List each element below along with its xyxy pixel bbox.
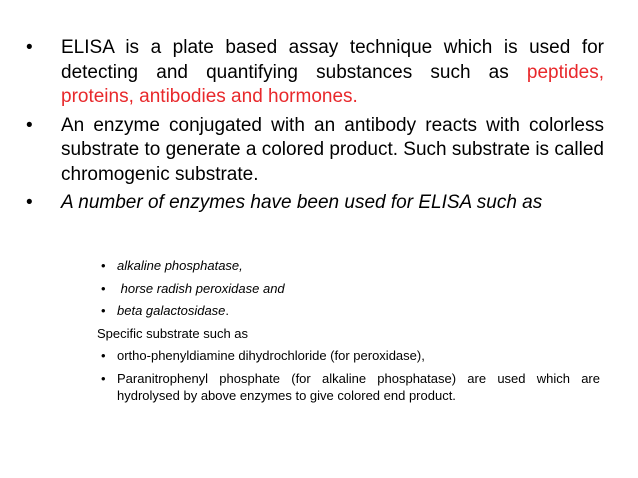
bullet-icon: • — [26, 192, 33, 213]
main-bullet-list — [20, 36, 604, 220]
bullet-icon: • — [26, 114, 33, 136]
main-bullet-elisa — [20, 36, 604, 110]
bullet-icon: • — [101, 370, 106, 386]
enzyme-list — [97, 257, 600, 320]
bullet-icon: • — [101, 280, 106, 296]
enzyme-label-suffix: . — [225, 303, 230, 318]
enzyme-conjugate-text: An enzyme conjugated with an antibody reacts with colorless substrate to generate a colored product. Such substrate is called chromogenic substrate. — [61, 114, 604, 185]
bullet-icon: • — [26, 37, 33, 58]
elisa-definition-text: ELISA is a plate based assay technique which is used for detecting and quantifying substances such as — [61, 37, 604, 83]
bullet-icon: • — [101, 258, 106, 273]
enzymes-used-text: A number of enzymes have been used for ELISA such as — [61, 192, 543, 213]
enzyme-item-horse-radish-peroxidase — [97, 280, 600, 298]
sub-content — [97, 257, 600, 407]
substrate-item-pnpp — [97, 370, 600, 405]
bullet-icon: • — [101, 348, 106, 363]
main-bullet-enzymes-used — [20, 191, 604, 216]
substrate-label: ortho-phenyldiamine dihydrochloride (for peroxidase), — [117, 348, 425, 363]
enzyme-item-alkaline-phosphatase — [97, 257, 600, 275]
enzyme-item-beta-galactosidase — [97, 302, 600, 320]
substrate-label: Paranitrophenyl phosphate (for alkaline phosphatase) are used which are hydrolysed by above enzymes to give colored end product. — [117, 370, 600, 403]
enzyme-label: alkaline phosphatase, — [117, 258, 243, 273]
substrate-heading: Specific substrate such as — [97, 325, 249, 341]
bullet-icon: • — [101, 303, 106, 318]
enzyme-label: horse radish peroxidase and — [117, 280, 285, 296]
elisa-substances-highlight: peptides, proteins, antibodies and hormones. — [61, 61, 604, 107]
main-bullet-enzyme — [20, 114, 604, 188]
substrate-list — [97, 347, 600, 405]
substrate-item-opd — [97, 347, 600, 365]
enzyme-label: beta galactosidase — [117, 303, 226, 318]
